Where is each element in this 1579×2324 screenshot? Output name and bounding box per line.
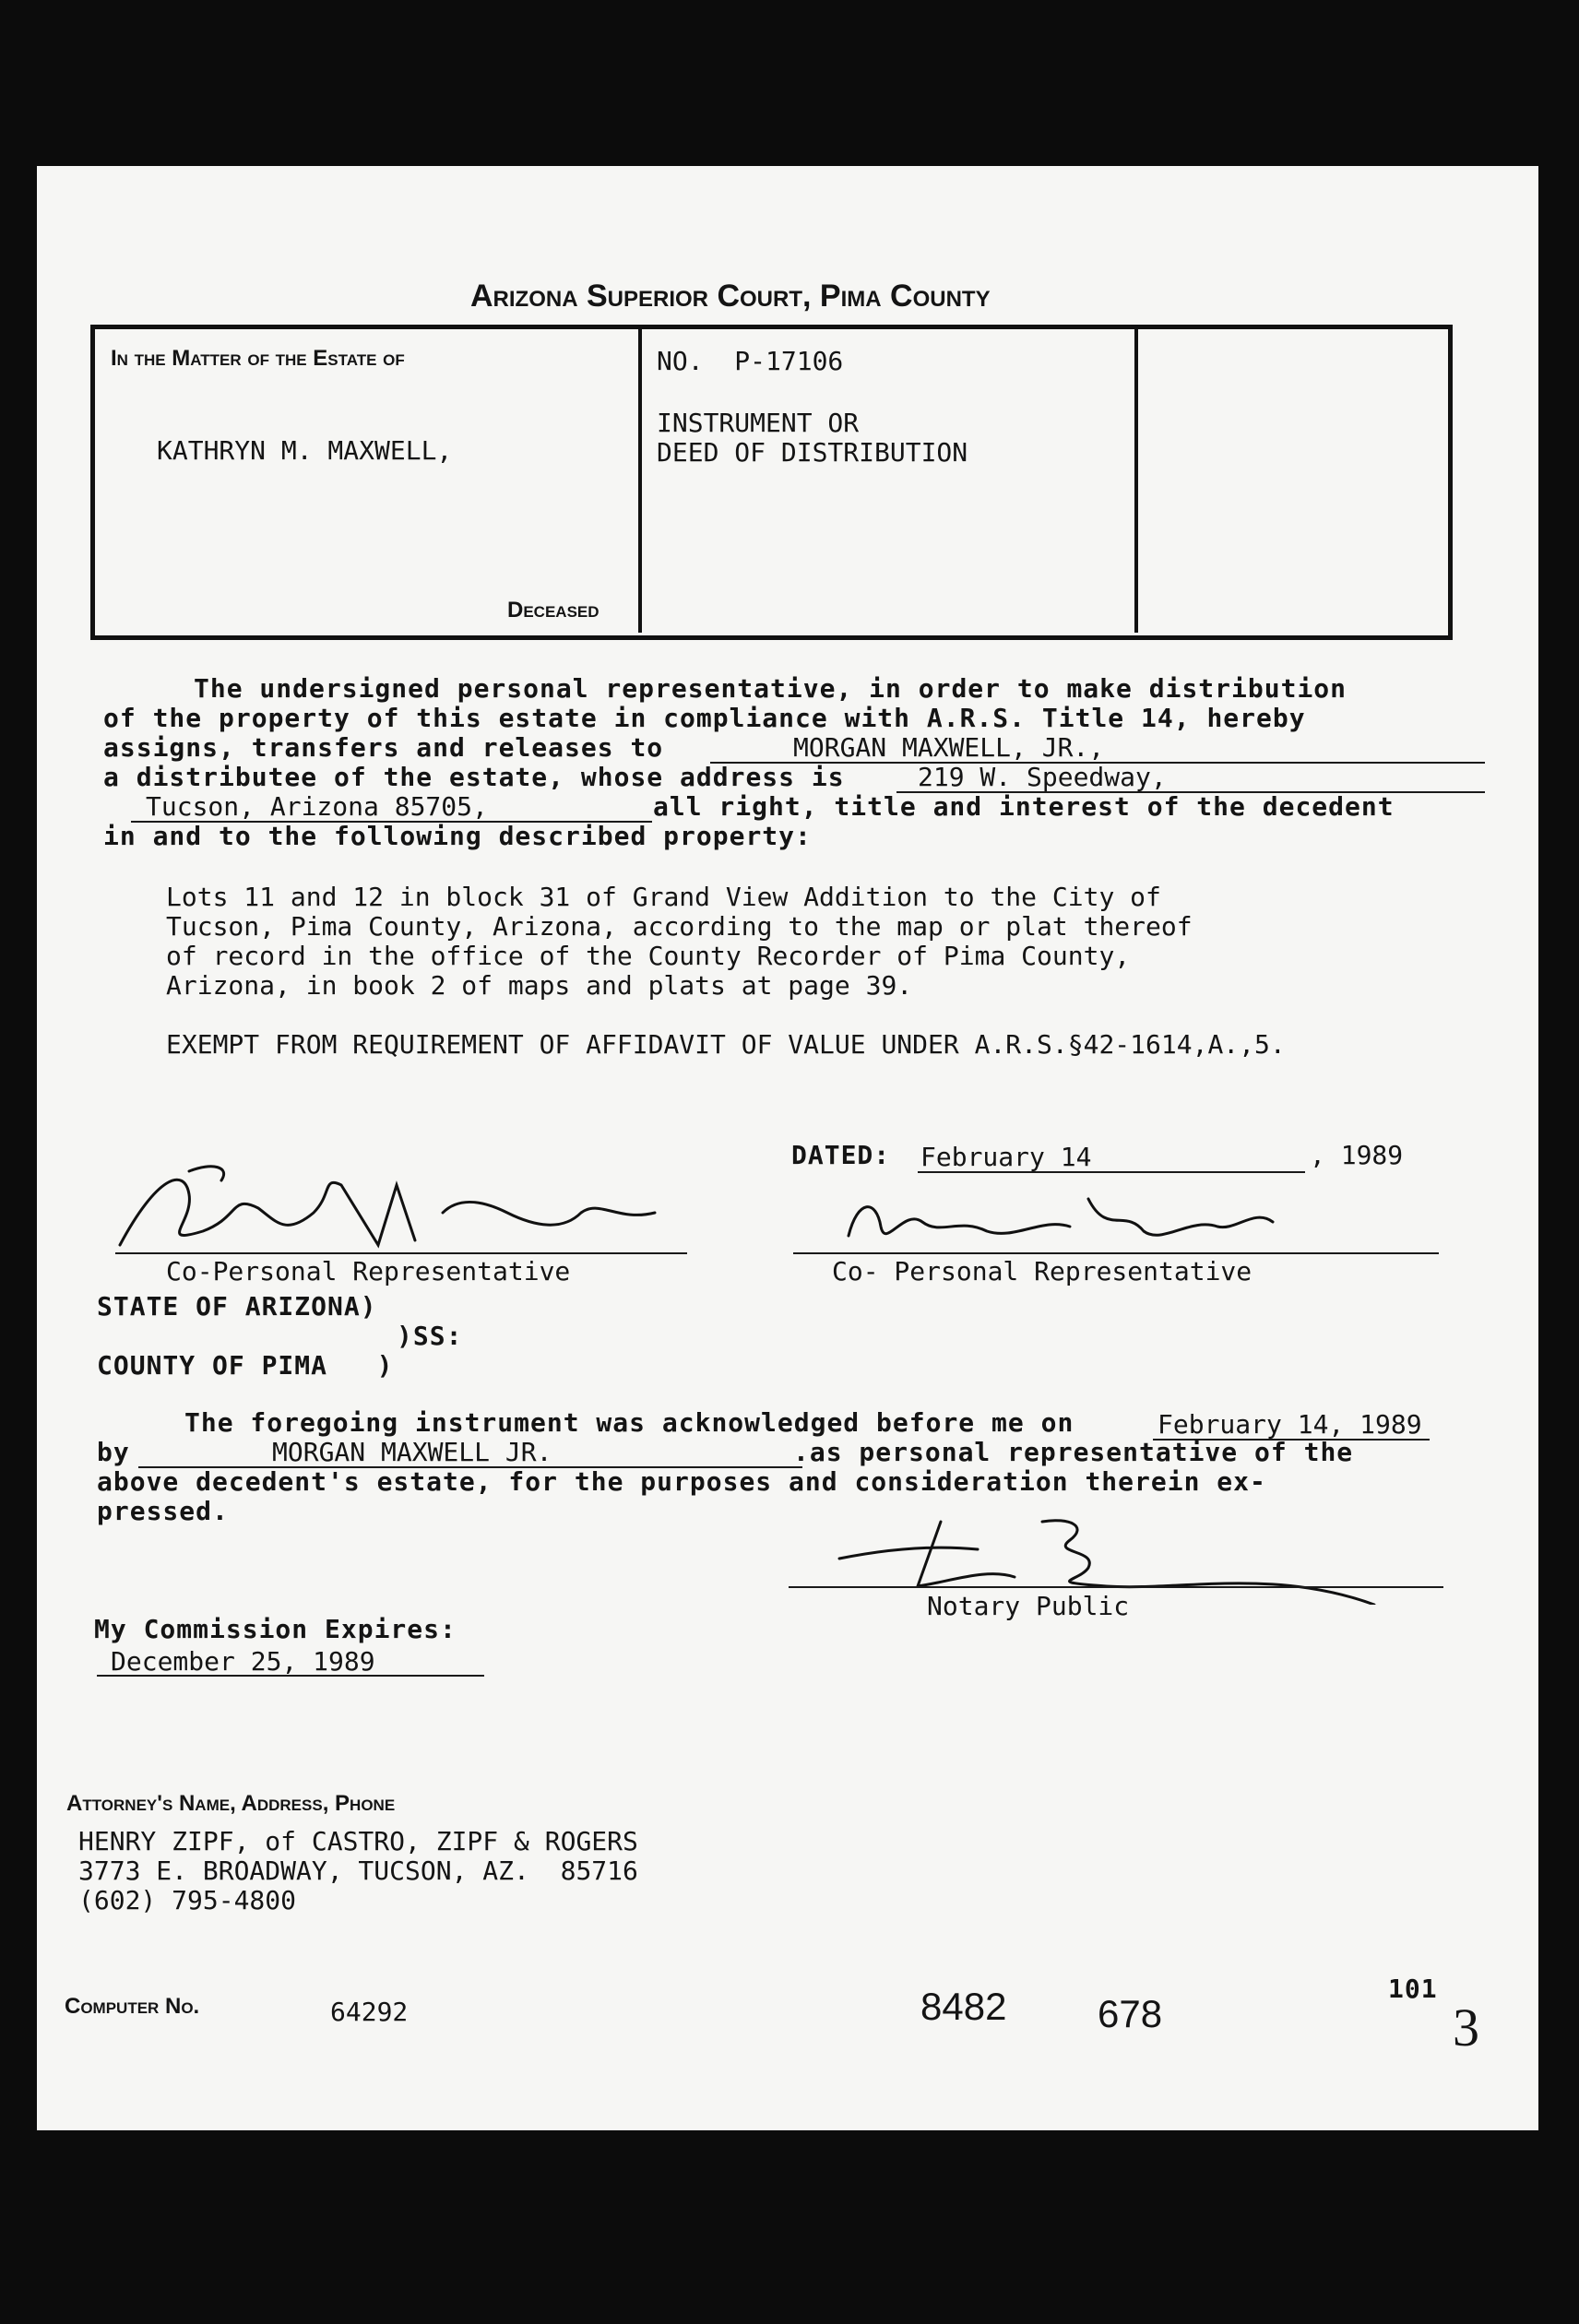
case-number: NO. P-17106 xyxy=(657,346,844,376)
left-signature xyxy=(101,1157,701,1259)
commission-date: December 25, 1989 xyxy=(111,1646,375,1677)
signature-line xyxy=(789,1586,1443,1588)
property-line: Tucson, Pima County, Arizona, according to the map or plat thereof xyxy=(166,911,1193,942)
matter-label: In the Matter of the Estate of xyxy=(111,346,405,371)
instrument-title-line1: INSTRUMENT OR xyxy=(657,408,860,438)
body-line: a distributee of the estate, whose address is xyxy=(103,762,845,792)
right-signature xyxy=(830,1180,1310,1263)
dated-year: , 1989 xyxy=(1310,1140,1404,1170)
property-line: Arizona, in book 2 of maps and plats at page 39. xyxy=(166,970,913,1001)
attorney-label: Attorney's Name, Address, Phone xyxy=(66,1791,396,1816)
fill-line xyxy=(97,1675,484,1677)
page-number: 678 xyxy=(1098,1992,1163,2035)
deceased-label: Deceased xyxy=(507,598,600,622)
attorney-line: 3773 E. BROADWAY, TUCSON, AZ. 85716 xyxy=(78,1856,638,1886)
body-line: The undersigned personal representative, in order to make distribution xyxy=(194,673,1347,704)
ack-date: February 14, 1989 xyxy=(1158,1409,1422,1440)
signature-line xyxy=(793,1252,1439,1254)
ack-line: pressed. xyxy=(97,1496,229,1526)
property-line: Lots 11 and 12 in block 31 of Grand View Addition to the City of xyxy=(166,882,1161,912)
distributee-city: Tucson, Arizona 85705, xyxy=(146,791,488,822)
dated-month-day: February 14 xyxy=(920,1142,1092,1172)
ack-line: above decedent's estate, for the purposes and consideration therein ex- xyxy=(97,1466,1266,1497)
left-signature-label: Co-Personal Representative xyxy=(166,1256,571,1286)
decedent-name: KATHRYN M. MAXWELL, xyxy=(157,435,453,466)
attorney-line: HENRY ZIPF, of CASTRO, ZIPF & ROGERS xyxy=(78,1826,638,1856)
venue-state: STATE OF ARIZONA) xyxy=(97,1291,377,1322)
docket-number: 8482 xyxy=(920,1985,1007,2028)
notary-label: Notary Public xyxy=(927,1591,1130,1621)
ack-line: The foregoing instrument was acknowledged before me on xyxy=(184,1407,1074,1438)
body-line: in and to the following described property: xyxy=(103,821,812,851)
signature-line xyxy=(115,1252,687,1254)
right-signature-label: Co- Personal Representative xyxy=(832,1256,1253,1286)
commission-label: My Commission Expires: xyxy=(94,1614,457,1644)
dated-label: DATED: xyxy=(791,1140,891,1170)
body-line: all right, title and interest of the decedent xyxy=(653,791,1395,822)
body-line: of the property of this estate in compliance with A.R.S. Title 14, hereby xyxy=(103,703,1306,733)
property-line: of record in the office of the County Recorder of Pima County, xyxy=(166,941,1131,971)
form-number: 101 xyxy=(1388,1974,1438,2004)
distributee-name: MORGAN MAXWELL, JR., xyxy=(793,732,1105,763)
sheet-number: 3 xyxy=(1453,1998,1479,2057)
court-title: Arizona Superior Court, Pima County xyxy=(470,279,991,314)
caption-divider xyxy=(1134,328,1138,633)
attorney-phone: (602) 795-4800 xyxy=(78,1885,297,1915)
venue-county: COUNTY OF PIMA ) xyxy=(97,1350,394,1381)
notary-signature xyxy=(830,1503,1402,1605)
ack-by-name: MORGAN MAXWELL JR. xyxy=(272,1437,552,1467)
computer-label: Computer No. xyxy=(65,1994,200,2019)
distributee-address: 219 W. Speedway, xyxy=(918,762,1167,792)
caption-divider xyxy=(638,328,642,633)
document-page xyxy=(37,166,1538,2130)
ack-by-label: by xyxy=(97,1437,130,1467)
computer-number: 64292 xyxy=(330,1997,409,2027)
venue-ss: )SS: xyxy=(397,1321,463,1351)
fill-line xyxy=(918,1171,1305,1173)
instrument-title-line2: DEED OF DISTRIBUTION xyxy=(657,437,968,468)
exemption-statement: EXEMPT FROM REQUIREMENT OF AFFIDAVIT OF VALUE UNDER A.R.S.§42-1614,A.,5. xyxy=(166,1029,1286,1060)
body-line: assigns, transfers and releases to xyxy=(103,732,664,763)
ack-line: .as personal representative of the xyxy=(793,1437,1354,1467)
